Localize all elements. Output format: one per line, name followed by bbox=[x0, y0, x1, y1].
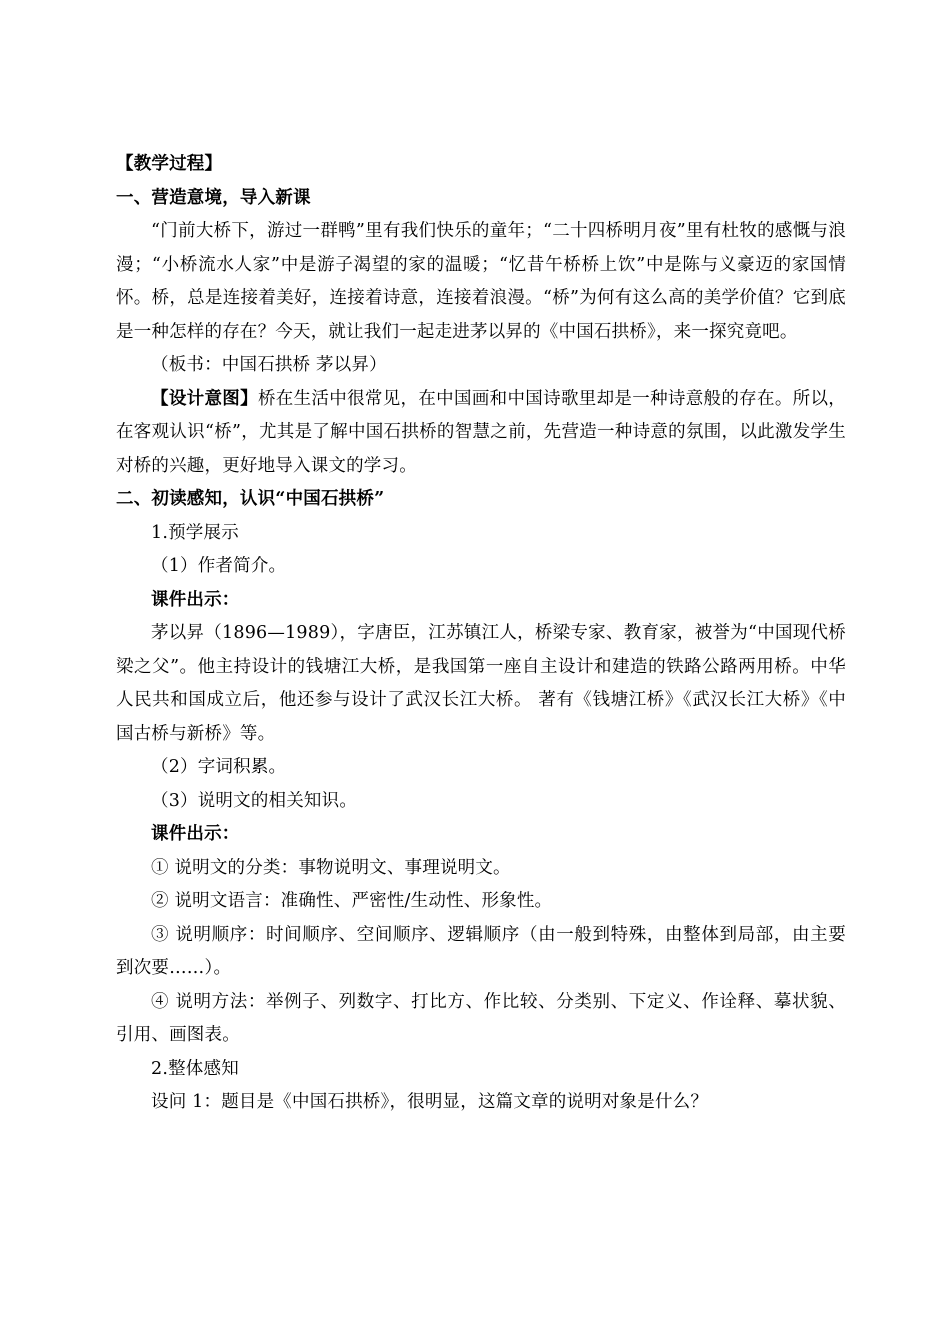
design-intent-label: 【设计意图】 bbox=[151, 388, 258, 409]
design-intent-text: 桥在生活中很常见，在中国画和中国诗歌里却是一种诗意般的存在。所以，在客观认识“桥”，尤其是了解中国石拱桥的智慧之前，先营造一种诗意的氛围，以此激发学生对桥的兴趣，更好地导入课文的学习。 bbox=[116, 388, 846, 476]
design-intent-paragraph bbox=[116, 383, 846, 484]
heading-teaching-process: 【教学过程】 bbox=[116, 154, 223, 174]
section-1-title: 一、营造意境，导入新课 bbox=[116, 187, 311, 208]
point-order: ③ 说明顺序：时间顺序、空间顺序、逻辑顺序（由一般到特殊，由整体到局部，由主要到次要……）。 bbox=[116, 924, 846, 978]
question-1: 设问 1：题目是《中国石拱桥》，很明显，这篇文章的说明对象是什么？ bbox=[151, 1092, 709, 1112]
point-classification: ① 说明文的分类：事物说明文、事理说明文。 bbox=[151, 857, 511, 878]
item-preview-display: 1.预学展示 bbox=[151, 522, 239, 543]
item-vocabulary: （2）字词积累。 bbox=[151, 757, 287, 777]
point-language: ② 说明文语言：准确性、严密性/生动性、形象性。 bbox=[151, 891, 553, 911]
document-page bbox=[116, 148, 846, 1120]
author-bio-paragraph: 茅以昇（1896—1989），字唐臣，江苏镇江人，桥梁专家、教育家，被誉为“中国现代桥梁之父”。他主持设计的钱塘江大桥，是我国第一座自主设计和建造的铁路公路两用桥。中华人民共和国成立后，他还参与设计了武汉长江大桥。 著有《钱塘江桥》《武汉长江大桥》《中国古桥与新桥》等。 bbox=[116, 623, 846, 744]
courseware-label-2: 课件出示： bbox=[151, 824, 240, 844]
section-1-paragraph: “门前大桥下，游过一群鸭”里有我们快乐的童年；“二十四桥明月夜”里有杜牧的感慨与浪漫；“小桥流水人家”中是游子渴望的家的温暖；“忆昔午桥桥上饮”中是陈与义豪迈的家国情怀。桥，总是连接着美好，连接着诗意，连接着浪漫。“桥”为何有这么高的美学价值？它到底是一种怎样的存在？今天，就让我们一起走进茅以昇的《中国石拱桥》，来一探究竟吧。 bbox=[116, 221, 846, 342]
item-expository-knowledge: （3）说明文的相关知识。 bbox=[151, 790, 358, 811]
section-2-title: 二、初读感知，认识“中国石拱桥” bbox=[116, 489, 385, 509]
item-overall-perception: 2.整体感知 bbox=[151, 1058, 239, 1079]
item-author-intro: （1）作者简介。 bbox=[151, 556, 287, 576]
point-methods: ④ 说明方法：举例子、列数字、打比方、作比较、分类别、下定义、作诠释、摹状貌、引用、画图表。 bbox=[116, 991, 846, 1045]
board-note: （板书：中国石拱桥 茅以昇） bbox=[151, 355, 387, 375]
courseware-label-1: 课件出示： bbox=[151, 589, 240, 610]
